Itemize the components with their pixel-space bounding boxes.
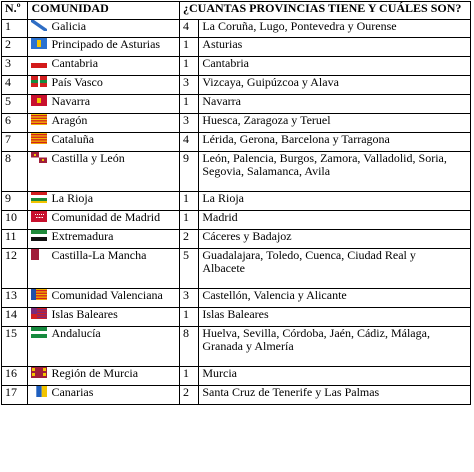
table-row (2, 249, 471, 289)
table-row (2, 192, 471, 211)
table-row (2, 152, 471, 192)
community-cell (28, 289, 180, 308)
table-row (2, 57, 471, 76)
community-name: Comunidad de Madrid (51, 210, 161, 224)
community-name: Extremadura (51, 229, 114, 243)
provinces-cell: Castellón, Valencia y Alicante (199, 289, 471, 308)
table-row (2, 289, 471, 308)
table-row (2, 367, 471, 386)
provinces-cell: Cáceres y Badajoz (199, 230, 471, 249)
provinces-cell: Madrid (199, 211, 471, 230)
table-row (2, 133, 471, 152)
community-name: Cantabria (51, 56, 99, 70)
province-count: 1 (180, 38, 199, 57)
community-cell (28, 367, 180, 386)
community-cell (28, 57, 180, 76)
castilla-la-mancha-flag-icon (31, 248, 51, 262)
province-count: 5 (180, 249, 199, 289)
province-count: 1 (180, 211, 199, 230)
row-number: 15 (2, 327, 28, 367)
community-name: Aragón (51, 113, 88, 127)
community-name: Región de Murcia (51, 366, 139, 380)
row-number: 1 (2, 20, 28, 38)
community-cell (28, 327, 180, 367)
extremadura-flag-icon (31, 229, 51, 243)
community-name: Castilla-La Mancha (51, 248, 147, 262)
header-num: N.º (2, 2, 28, 20)
community-cell (28, 249, 180, 289)
galicia-flag-icon (31, 19, 51, 33)
row-number: 6 (2, 114, 28, 133)
table-row (2, 114, 471, 133)
provinces-cell: Santa Cruz de Tenerife y Las Palmas (199, 386, 471, 405)
community-name: Navarra (51, 94, 91, 108)
province-count: 9 (180, 152, 199, 192)
row-number: 11 (2, 230, 28, 249)
community-cell (28, 38, 180, 57)
row-number: 12 (2, 249, 28, 289)
community-cell (28, 20, 180, 38)
header-community: COMUNIDAD (28, 2, 180, 20)
community-name: Principado de Asturias (51, 37, 161, 51)
row-number: 9 (2, 192, 28, 211)
pais-vasco-flag-icon (31, 75, 51, 89)
castilla-leon-flag-icon (31, 151, 51, 165)
provinces-line: Segovia, Salamanca, Avila (202, 164, 331, 178)
community-cell (28, 95, 180, 114)
community-cell (28, 308, 180, 327)
provinces-cell (199, 249, 471, 289)
table-row (2, 386, 471, 405)
provinces-cell: Vizcaya, Guipúzcoa y Alava (199, 76, 471, 95)
province-count: 3 (180, 114, 199, 133)
baleares-flag-icon (31, 307, 51, 321)
province-count: 1 (180, 367, 199, 386)
murcia-flag-icon (31, 366, 51, 380)
row-number: 4 (2, 76, 28, 95)
community-name: Castilla y León (51, 151, 125, 165)
community-cell (28, 386, 180, 405)
row-number: 10 (2, 211, 28, 230)
provinces-cell: La Rioja (199, 192, 471, 211)
province-count: 2 (180, 230, 199, 249)
table-row (2, 211, 471, 230)
community-name: Islas Baleares (51, 307, 118, 321)
province-count: 3 (180, 76, 199, 95)
table-row (2, 308, 471, 327)
table-body (2, 20, 471, 405)
table-row (2, 230, 471, 249)
community-name: La Rioja (51, 191, 94, 205)
row-number: 3 (2, 57, 28, 76)
table-row (2, 20, 471, 38)
provinces-line: Albacete (202, 261, 245, 275)
row-number: 8 (2, 152, 28, 192)
header-row (2, 2, 471, 20)
row-number: 17 (2, 386, 28, 405)
community-cell (28, 133, 180, 152)
community-cell (28, 192, 180, 211)
provinces-cell: La Coruña, Lugo, Pontevedra y Ourense (199, 20, 471, 38)
aragon-flag-icon (31, 113, 51, 127)
valenciana-flag-icon (31, 288, 51, 302)
row-number: 14 (2, 308, 28, 327)
la-rioja-flag-icon (31, 191, 51, 205)
community-name: Galicia (51, 19, 87, 33)
province-count: 3 (180, 289, 199, 308)
header-question: ¿CUANTAS PROVINCIAS TIENE Y CUÁLES SON? (180, 2, 471, 20)
asturias-flag-icon (31, 37, 51, 51)
provinces-cell: Murcia (199, 367, 471, 386)
table-row (2, 38, 471, 57)
table-row (2, 95, 471, 114)
canarias-flag-icon (31, 385, 51, 399)
andalucia-flag-icon (31, 326, 51, 340)
row-number: 7 (2, 133, 28, 152)
cataluna-flag-icon (31, 132, 51, 146)
provinces-line: Guadalajara, Toledo, Cuenca, Ciudad Real y (202, 248, 416, 262)
provinces-cell (199, 152, 471, 192)
provinces-cell: Asturias (199, 38, 471, 57)
community-name: País Vasco (51, 75, 103, 89)
provinces-line: León, Palencia, Burgos, Zamora, Valladolid, Soria, (202, 151, 447, 165)
table-row (2, 327, 471, 367)
provinces-cell: Lérida, Gerona, Barcelona y Tarragona (199, 133, 471, 152)
row-number: 5 (2, 95, 28, 114)
community-cell (28, 152, 180, 192)
community-cell (28, 76, 180, 95)
row-number: 13 (2, 289, 28, 308)
table-row (2, 76, 471, 95)
madrid-flag-icon (31, 210, 51, 224)
communities-table (1, 1, 471, 405)
community-name: Canarias (51, 385, 94, 399)
province-count: 4 (180, 20, 199, 38)
provinces-cell: Huesca, Zaragoza y Teruel (199, 114, 471, 133)
province-count: 1 (180, 308, 199, 327)
province-count: 8 (180, 327, 199, 367)
community-name: Comunidad Valenciana (51, 288, 163, 302)
province-count: 1 (180, 192, 199, 211)
province-count: 1 (180, 95, 199, 114)
community-cell (28, 230, 180, 249)
community-cell (28, 114, 180, 133)
provinces-line: Granada y Almería (202, 339, 294, 353)
cantabria-flag-icon (31, 56, 51, 70)
provinces-cell: Navarra (199, 95, 471, 114)
provinces-line: Huelva, Sevilla, Córdoba, Jaén, Cádiz, Málaga, (202, 326, 430, 340)
community-cell (28, 211, 180, 230)
provinces-cell (199, 327, 471, 367)
community-name: Andalucía (51, 326, 101, 340)
navarra-flag-icon (31, 94, 51, 108)
province-count: 4 (180, 133, 199, 152)
provinces-cell: Cantabria (199, 57, 471, 76)
row-number: 16 (2, 367, 28, 386)
province-count: 2 (180, 386, 199, 405)
province-count: 1 (180, 57, 199, 76)
row-number: 2 (2, 38, 28, 57)
community-name: Cataluña (51, 132, 95, 146)
provinces-cell: Islas Baleares (199, 308, 471, 327)
